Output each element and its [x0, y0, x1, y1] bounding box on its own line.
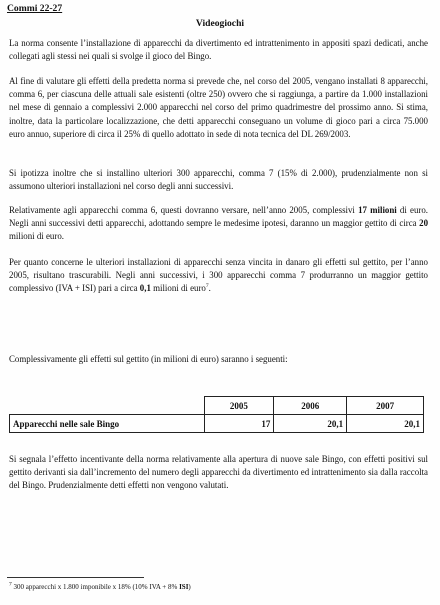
paragraph-5-text-d: .: [208, 283, 211, 294]
table-year-2007: 2007: [347, 397, 424, 415]
footnote-text-a: 300 apparecchi x 1.800 imponibile x 18% (10% IVA + 8%: [11, 583, 180, 591]
paragraph-2: Al fine di valutare gli effetti della predetta norma si prevede che, nel corso del 2005, vengano installati 8 apparecchi, comma 6, per ciascuna delle attuali sale esistenti (oltre 250) ovvero che si raggiunga, a partire da 1.000 installazioni nel mese di gennaio a complessivi 2.000 apparecchi nel corso del primo quadrimestre del prossimo anno. Si stima, inoltre, data la particolare localizzazione, che detti apparecchi conseguano un volume di gioco pari a circa 75.000 euro annuo, superiore di circa il 25% di quello adottato in sede di nota tecnica del DL 269/2003.: [9, 76, 428, 139]
table-value-2005: 17: [204, 415, 274, 433]
paragraph-5-bold-value: 0,1: [139, 283, 151, 294]
table-header-row: [10, 397, 424, 415]
table-empty-cell: [10, 397, 205, 415]
paragraph-6: Complessivamente gli effetti sul gettito (in milioni di euro) saranno i seguenti:: [9, 354, 288, 364]
table-row-label: Apparecchi nelle sale Bingo: [10, 415, 205, 433]
section-header: Commi 22-27: [7, 3, 63, 14]
table-row: [10, 415, 424, 433]
footnote-divider: [7, 577, 144, 578]
paragraph-4-bold-20: 20: [419, 218, 428, 229]
paragraph-5-text-c: milioni di euro: [150, 283, 206, 294]
footnote-number: 7: [9, 581, 12, 588]
paragraph-3: Si ipotizza inoltre che si installino ulteriori 300 apparecchi, comma 7 (15% di 2.000), prudenzialmente non si assumono ulteriori installazioni nel corso degli anni successivi.: [9, 168, 428, 192]
paragraph-4: [9, 204, 428, 244]
footnote-ref: 7: [205, 283, 209, 290]
effects-table: [9, 396, 424, 433]
footnote-text-c: ): [188, 583, 191, 591]
table-value-2007: 20,1: [347, 415, 424, 433]
paragraph-4-text-a: Relativamente agli apparecchi comma 6, questi dovranno versare, nell’anno 2005, complessivi: [9, 205, 359, 215]
paragraph-5: [9, 256, 428, 296]
table-value-2006: 20,1: [274, 415, 347, 433]
footnote: [9, 583, 191, 592]
page-title: Videogiochi: [195, 18, 245, 29]
paragraph-4-text-e: milioni di euro.: [9, 231, 64, 242]
paragraph-4-bold-17: 17 milioni: [358, 205, 397, 215]
paragraph-1: La norma consente l’installazione di apparecchi da divertimento ed intrattenimento in appositi spazi dedicati, anche collegati agli stessi nei quali si svolge il gioco del Bingo.: [9, 38, 428, 62]
paragraph-5-text-a: Per quanto concerne le ulteriori installazioni di apparecchi senza vincita in danaro gli effetti sul gettito, per l’anno 2005, risultano trascurabili. Negli anni successivi, i 300 apparecchi comma 7 produrranno un maggior gettito complessivo (IVA + ISI) pari a circa: [9, 257, 428, 294]
paragraph-7: Si segnala l’effetto incentivante della norma relativamente alla apertura di nuove sale Bingo, con effetti positivi sul gettito derivanti sia dall’incremento del numero degli apparecchi da divertimento ed intrattenimento sia dalla raccolta del Bingo. Prudenzialmente detti effetti non vengono valutati.: [9, 454, 428, 491]
paragraph-4-text-c: di euro. Negli anni successivi detti apparecchi, adottando sempre le medesime ipotesi, daranno un maggior gettito di circa: [9, 205, 428, 229]
table-year-2005: 2005: [204, 397, 274, 415]
footnote-text-bold: ISI: [179, 583, 189, 591]
table-year-2006: 2006: [274, 397, 347, 415]
